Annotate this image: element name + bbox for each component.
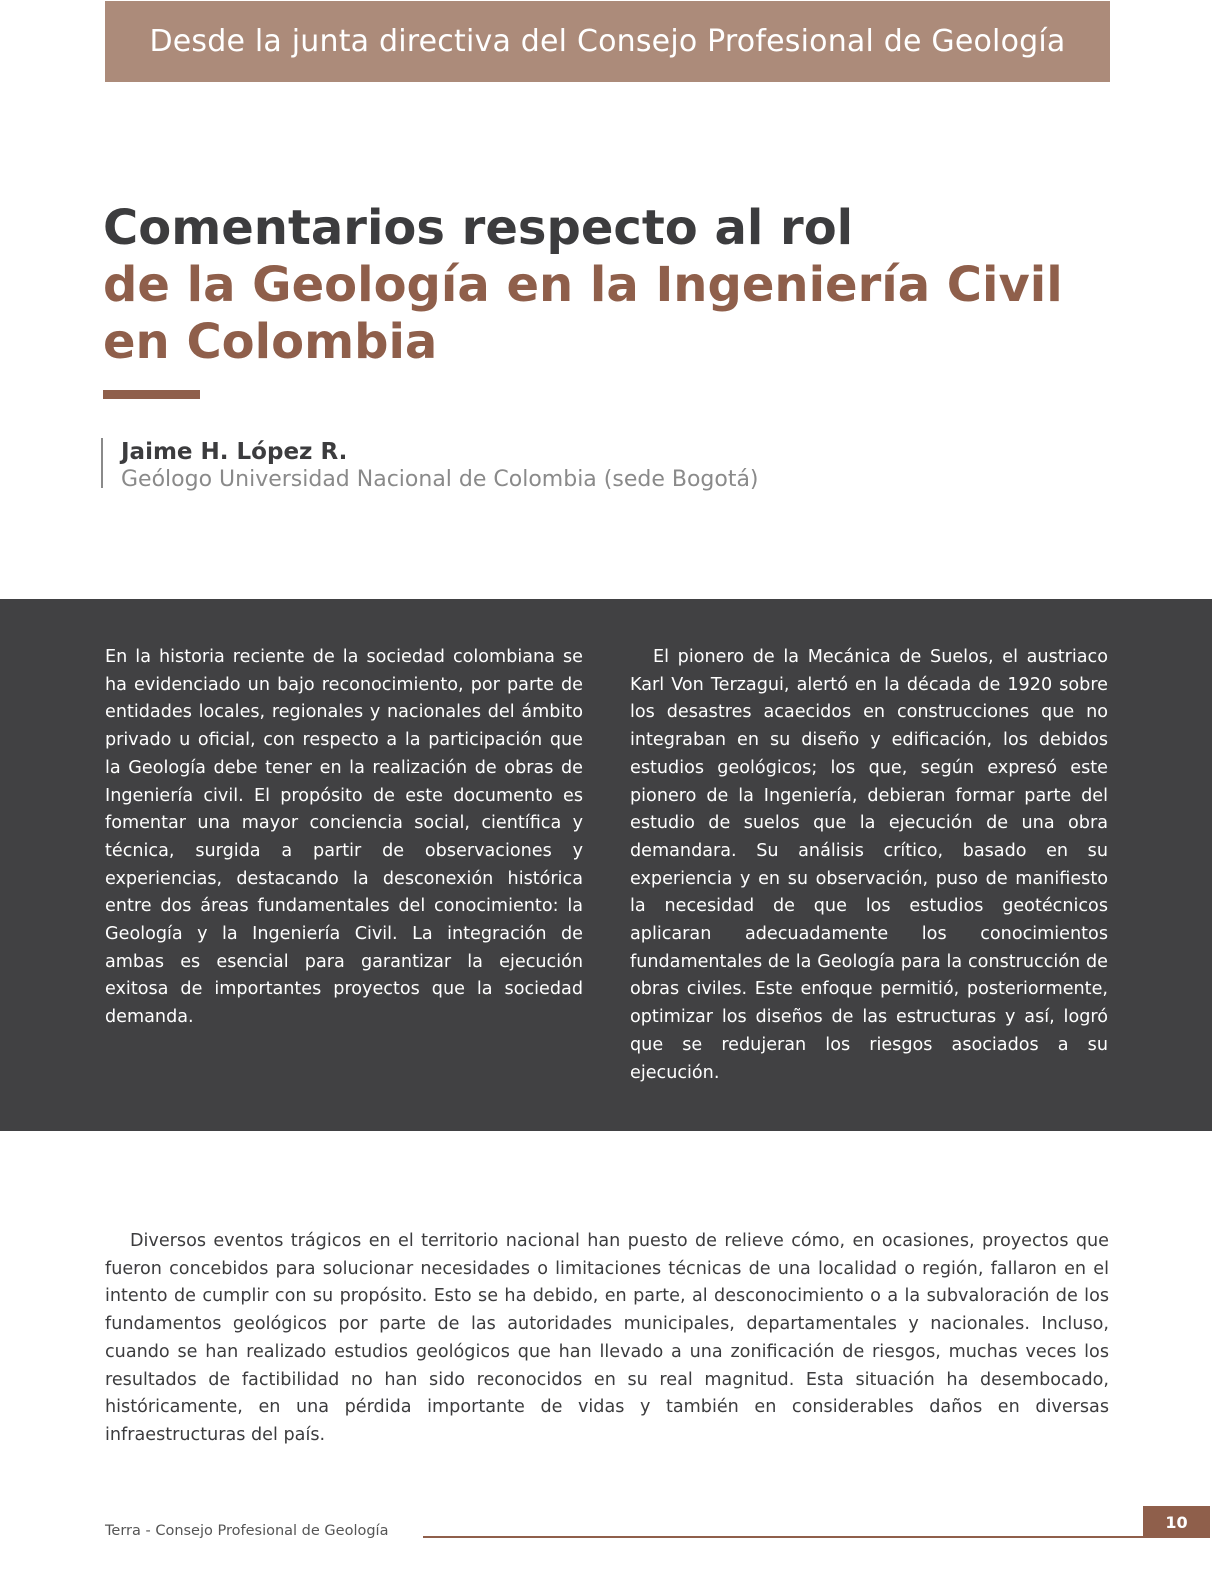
author-affiliation: Geólogo Universidad Nacional de Colombia (sede Bogotá) [121,467,759,492]
article-title [103,200,1113,371]
section-banner-text: Desde la junta directiva del Consejo Profesional de Geología [149,24,1066,59]
abstract-left-column: En la historia reciente de la sociedad colombiana se ha evidenciado un bajo reconocimiento, por parte de entidades locales, regionales y nacionales del ámbito privado u oficial, con respecto a la participación que la Geología debe tener en la realización de obras de Ingeniería civil. El propósito de este documento es fomentar una mayor conciencia social, científica y técnica, surgida a partir de observaciones y experiencias, destacando la desconexión histórica entre dos áreas fundamentales del conocimiento: la Geología y la Ingeniería Civil. La integración de ambas es esencial para garantizar la ejecución exitosa de importantes proyectos que la sociedad demanda. [105,647,583,1028]
article-title-line-3: en Colombia [103,314,438,370]
article-title-line-2: de la Geología en la Ingeniería Civil [103,257,1063,313]
footer-divider [423,1536,1145,1538]
footer-publication: Terra - Consejo Profesional de Geología [105,1523,389,1539]
title-underline [103,390,200,399]
section-banner [105,1,1110,82]
abstract-right-column: El pionero de la Mecánica de Suelos, el austriaco Karl Von Terzagui, alertó en la década de 1920 sobre los desastres acaecidos en construcciones que no integraban en su diseño y edificación, los debidos estudios geológicos; los que, según expresó este pionero de la Ingeniería, debieran formar parte del estudio de suelos que la ejecución de una obra demandara. Su análisis crítico, basado en su experiencia y en su observación, puso de manifiesto la necesidad de que los estudios geotécnicos aplicaran adecuadamente los conocimientos fundamentales de la Geología para la construcción de obras civiles. Este enfoque permitió, posteriormente, optimizar los diseños de las estructuras y así, logró que se redujeran los riesgos asociados a su ejecución. [630,647,1108,1083]
author-name: Jaime H. López R. [121,439,348,465]
author-block [101,438,759,492]
article-title-line-1: Comentarios respecto al rol [103,200,854,256]
page-number-badge [1143,1506,1210,1538]
page-number: 10 [1165,1512,1188,1532]
body-paragraph: Diversos eventos trágicos en el territorio nacional han puesto de relieve cómo, en ocasiones, proyectos que fueron concebidos para solucionar necesidades o limitaciones técnicas de una localidad o región, fallaron en el intento de cumplir con su propósito. Esto se ha debido, en parte, al desconocimiento o a la subvaloración de los fundamentos geológicos por parte de las autoridades municipales, departamentales y nacionales. Incluso, cuando se han realizado estudios geológicos que han llevado a una zonificación de riesgos, muchas veces los resultados de factibilidad no han sido reconocidos en su real magnitud. Esta situación ha desembocado, históricamente, en una pérdida importante de vidas y también en considerables daños en diversas infraestructuras del país. [105,1231,1109,1445]
